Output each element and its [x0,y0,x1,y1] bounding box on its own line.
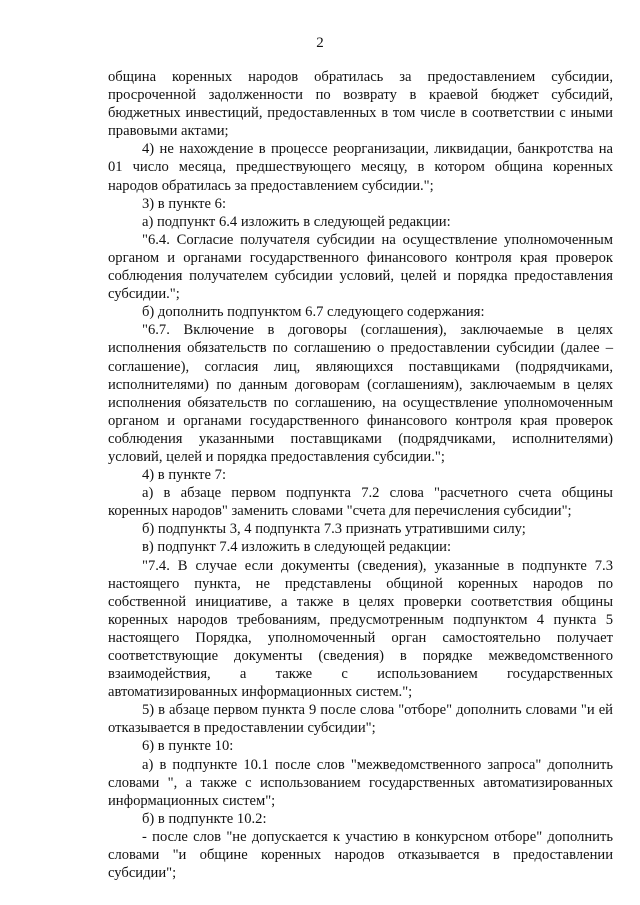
paragraph-continuation: община коренных народов обратилась за предоставлением субсидии, просроченной задолженности по возврату в краевой бюджет субсидий, бюджетных инвестиций, предоставленных в том числе в соответствии с иными правовыми актами; [108,69,613,140]
paragraph-sub-a-10-1: а) в подпункте 10.1 после слов "межведомственного запроса" дополнить словами ", а также с использованием государственных автоматизированных информационных систем"; [108,756,613,809]
paragraph-sub-a-7-2: а) в абзаце первом подпункта 7.2 слова "расчетного счета общины коренных народов" заменить словами "счета для перечисления субсидии"; [108,485,613,520]
paragraph-sub-b-10-2: б) в подпункте 10.2: [142,810,267,827]
paragraph-sub-b-7-3: б) подпункты 3, 4 подпункта 7.3 признать утратившими силу; [142,521,526,538]
paragraph-item-5: 5) в абзаце первом пункта 9 после слова "отборе" дополнить словами "и ей отказывается в предоставлении субсидии"; [108,702,613,737]
paragraph-item-6: 6) в пункте 10: [142,738,234,755]
paragraph-item-3: 3) в пункте 6: [142,195,227,212]
page-number: 2 [316,35,324,51]
paragraph-item-4-point-7: 4) в пункте 7: [142,467,227,484]
document-body [108,68,613,882]
paragraph-clause-6-4: "6.4. Согласие получателя субсидии на осуществление уполномоченным органом и органами государственного финансового контроля края проверок соблюдения получателем субсидии условий, целей и порядка предоставления субсидии."; [108,231,613,303]
paragraph-clause-6-7: "6.7. Включение в договоры (соглашения), заключаемые в целях исполнения обязательств по соглашению о предоставлении субсидии (далее – соглашение), согласия лиц, являющихся поставщиками (подрядчиками, исполнителями) по данным договорам (соглашениям), заключаемым в целях исполнения обязательств по соглашению, на осуществление уполномоченным органом и органами государственного финансового контроля края проверок соблюдения указанными поставщиками (подрядчиками, исполнителями) условий, целей и порядка предоставления субсидии."; [108,322,613,465]
paragraph-dash-item: - после слов "не допускается к участию в конкурсном отборе" дополнить словами "и общине коренных народов отказывается в предоставлении субсидии"; [108,828,613,882]
paragraph-clause-7-4: "7.4. В случае если документы (сведения), указанные в подпункте 7.3 настоящего пункта, не представлены общиной коренных народов по собственной инициативе, а также в целях проверки соответствия общины коренных народов требованиям, предусмотренным подпунктом 4 пункта 5 настоящего Порядка, уполномоченный орган самостоятельно получает соответствующие документы (сведения) в порядке межведомственного взаимодействия, а также с использованием государственных автоматизированных информационных систем."; [108,557,613,701]
paragraph-sub-v-7-4: в) подпункт 7.4 изложить в следующей редакции: [142,539,452,556]
paragraph-sub-a: а) подпункт 6.4 изложить в следующей редакции: [142,213,451,230]
paragraph-item-4: 4) не нахождение в процессе реорганизации, ликвидации, банкротства на 01 число месяца, предшествующего месяцу, в котором община коренных народов обратилась за предоставлением субсидии."; [108,141,613,194]
paragraph-sub-b: б) дополнить подпунктом 6.7 следующего содержания: [142,304,485,321]
